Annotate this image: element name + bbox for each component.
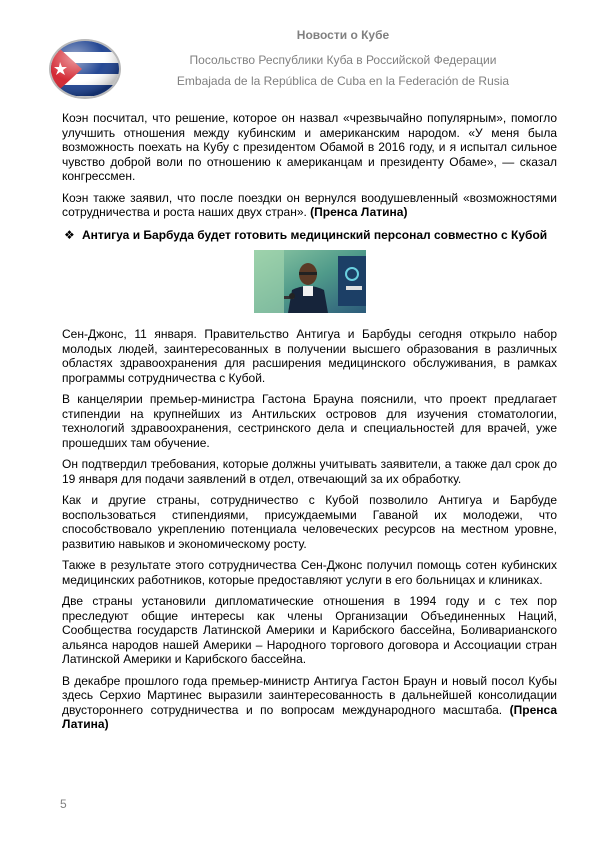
article2-paragraph-4: Как и другие страны, сотрудничество с Кубой позволило Антигуа и Барбуде воспользоваться стипендиями, присуждаемыми Гаваной их молодежи, что способствовало укреплению потенциала человеческих ресурсов на местном уровне, развитию навыков и экономическому росту.	[62, 493, 557, 551]
article2-title: Антигуа и Барбуда будет готовить медицинский персонал совместно с Кубой	[82, 227, 548, 242]
header-titles	[128, 28, 558, 88]
page-number: 5	[60, 797, 67, 811]
page-content	[62, 111, 557, 739]
article2-paragraph-7	[62, 674, 557, 732]
article2-paragraph-2: В канцелярии премьер-министра Гастона Брауна пояснили, что проект предлагает стипендии на крупнейших из Антильских островов для изучения стоматологии, технологий здравоохранения, сестринского дела и специальностей для врачей, уже прошедших там обучение.	[62, 392, 557, 450]
article1-paragraph-2-text: Коэн также заявил, что после поездки он вернулся воодушевленный «возможностями сотрудничества и роста наших двух стран».	[62, 190, 557, 219]
page-header	[0, 0, 601, 110]
article2-paragraph-5: Также в результате этого сотрудничества Сен-Джонс получил помощь сотен кубинских медицинских работников, которые предоставляют услуги в его больницах и клиниках.	[62, 558, 557, 587]
article2-paragraph-3: Он подтвердил требования, которые должны учитывать заявители, а также дал срок до 19 января для подачи заявлений в отдел, отвечающий за их обработку.	[62, 457, 557, 486]
article1-paragraph-2	[62, 191, 557, 220]
article2-photo	[254, 250, 366, 313]
embassy-name-es: Embajada de la República de Cuba en la Federación de Rusia	[176, 74, 510, 88]
article2-paragraph-1: Сен-Джонс, 11 января. Правительство Антигуа и Барбуды сегодня открыло набор молодых людей, заинтересованных в получении высшего образования в различных областях здравоохранения для расширения медицинского обслуживания, в рамках программы сотрудничества с Кубой.	[62, 327, 557, 385]
cuba-flag-globe-logo	[48, 38, 122, 100]
diamond-bullet-icon: ❖	[64, 227, 75, 242]
article2-paragraph-6: Две страны установили дипломатические отношения в 1994 году и с тех пор преследуют общие интересы как члены Организации Объединенных Наций, Сообщества государств Латинской Америки и Карибского бассейна, Боливарианского альянса народов нашей Америки – Народного торгового договора и Ассоциации стран Латинской Америки и Карибского бассейна.	[62, 594, 557, 666]
article1-source: (Пренса Латина)	[310, 205, 408, 219]
article2-source: (Пренса Латина)	[62, 702, 557, 731]
embassy-name-ru: Посольство Республики Куба в Российской Федерации	[189, 53, 497, 67]
article2-paragraph-7-text: В декабре прошлого года премьер-министр Антигуа Гастон Браун и новый посол Кубы здесь Серхио Мартинес выразили заинтересованность в дальнейшей консолидации двустороннего сотрудничества и по вопросам международного масштаба.	[62, 673, 557, 717]
article1-paragraph-1: Коэн посчитал, что решение, которое он назвал «чрезвычайно популярным», помогло улучшить отношения между кубинским и американским народом. «У меня была возможность поехать на Кубу с президентом Обамой в 2016 году, и я испытал сильное чувство доброй воли по отношению к американцам и президенту Обаме», — сказал конгрессмен.	[62, 111, 557, 183]
bulletin-title: Новости о Кубе	[296, 28, 390, 42]
article2-headline	[64, 227, 557, 243]
